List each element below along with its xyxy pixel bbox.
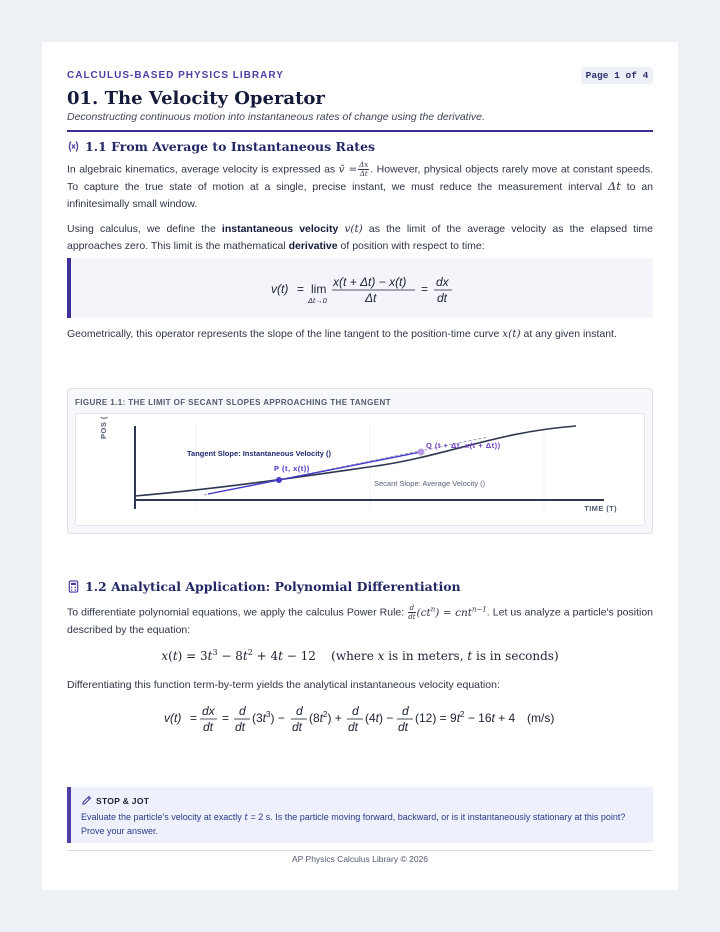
library-label: CALCULUS-BASED PHYSICS LIBRARY <box>67 70 284 81</box>
calculator-icon <box>67 580 80 593</box>
paragraph-average-velocity <box>67 161 653 213</box>
bold-term: derivative <box>288 240 338 252</box>
variable-icon <box>67 140 80 153</box>
page-footer: AP Physics Calculus Library © 2026 <box>291 854 429 864</box>
text-run: as the limit of the average velocity as the elapsed time approaches zero. This limit is the mathematical <box>67 223 654 252</box>
stop-and-jot-callout <box>67 787 653 843</box>
page-subtitle: Deconstructing continuous motion into instantaneous rates of change using the derivative. <box>67 111 485 123</box>
svg-text:=: = <box>190 711 198 725</box>
svg-text:x(t + Δt) − x(t): x(t + Δt) − x(t) <box>333 275 407 289</box>
footer-divider <box>67 850 653 851</box>
svg-text:dx: dx <box>202 704 215 718</box>
svg-text:=: = <box>297 282 305 296</box>
math-vbar: v̄ = <box>338 163 358 176</box>
point-q-label: Q (t + Δt, x(t + Δt)) <box>426 441 501 450</box>
text-run: . However, physical objects rarely move at constant speeds. To capture the true state of motion at a single, precise instant, we must reduce the measurement interval <box>67 163 653 194</box>
text-run: Evaluate the particle's velocity at exactly <box>81 812 242 822</box>
text-run: . Let us analyze a particle's position described by the equation: <box>67 606 654 636</box>
svg-text:d: d <box>239 704 246 718</box>
svg-text:d: d <box>352 704 359 718</box>
svg-text:d: d <box>402 704 409 718</box>
svg-text:(m/s): (m/s) <box>527 711 555 725</box>
math-fraction-d-dt: $\frac{d}{dt}$ <box>408 604 416 622</box>
bold-term: instantaneous velocity <box>221 223 339 235</box>
title-divider <box>67 130 653 132</box>
point-q <box>418 449 425 456</box>
math-fraction-dx-dt: $\frac{\Delta x}{\Delta t}$ <box>359 161 369 178</box>
secant-tangent-plot <box>76 414 646 527</box>
math-power-rule: $(ct^n) = cnt^{n-1}$ <box>416 605 487 619</box>
x-axis-label: TIME (T) <box>584 504 617 513</box>
page-badge: Page 1 of 4 <box>581 67 653 84</box>
paragraph-geometric-meaning <box>67 326 653 343</box>
figure-secant-tangent <box>67 388 653 534</box>
svg-text:dt: dt <box>348 720 359 734</box>
figure-caption: FIGURE 1.1: THE LIMIT OF SECANT SLOPES APPROACHING THE TANGENT <box>75 398 391 407</box>
page-title: 01. The Velocity Operator <box>67 88 325 109</box>
text-run: In algebraic kinematics, average velocity is expressed as <box>67 163 336 176</box>
section-heading-text: 1.1 From Average to Instantaneous Rates <box>85 139 376 154</box>
text-run: To differentiate polynomial equations, we apply the calculus Power Rule: <box>67 606 405 619</box>
section-heading-text: 1.2 Analytical Application: Polynomial Differentiation <box>85 579 461 594</box>
math-delta-t: Δt <box>607 179 621 194</box>
worksheet-page <box>42 42 678 890</box>
y-axis-label: POS ( <box>99 416 108 439</box>
paragraph-term-by-term: Differentiating this function term-by-term yields the analytical instantaneous velocity equation: <box>67 679 500 691</box>
paragraph-instantaneous-definition <box>67 221 653 255</box>
paragraph-power-rule <box>67 601 653 639</box>
velocity-equation <box>67 698 653 738</box>
callout-question: Evaluate the particle's velocity at exactly t = 2 s. Is the particle moving forward, backward, or is it instantaneously stationary at this point? Prove your answer. <box>81 812 626 836</box>
svg-text:(3t3) −: $(3t^3)$ − <box>252 710 285 725</box>
svg-text:Δt→0: Δt→0 <box>308 296 327 305</box>
derivative-definition-equation <box>71 258 653 318</box>
svg-text:lim: lim <box>311 282 327 296</box>
section-heading-1-1 <box>67 139 375 154</box>
figure-plot-area <box>75 413 645 526</box>
position-curve <box>135 426 576 496</box>
svg-text:dt: dt <box>292 720 303 734</box>
point-p <box>276 477 282 483</box>
text-run: to an infinitesimally small window. <box>67 181 654 211</box>
tangent-label: Tangent Slope: Instantaneous Velocity () <box>187 449 332 458</box>
svg-text:dx: dx <box>436 275 449 289</box>
point-p-label: P (t, x(t)) <box>274 464 310 473</box>
text-run: Using calculus, we define the <box>67 223 216 235</box>
svg-text:v(t): v(t) <box>271 282 289 296</box>
callout-heading-text: STOP & JOT <box>96 795 150 806</box>
velocity-equation-svg <box>67 698 653 738</box>
text-run: . Is the particle moving forward, backward, or is it instantaneously stationary at this point? Prove your answer. <box>81 812 626 836</box>
math-t-equals-2s: t <box>244 813 248 823</box>
svg-text:dt: dt <box>235 720 246 734</box>
svg-text:(12) = 9t2 − 16t + 4: $(12) = 9t^2 - 16t + 4$ <box>415 710 516 725</box>
svg-text:(4t) −: (4t) − <box>365 711 394 725</box>
text-run: Geometrically, this operator represents the slope of the line tangent to the position-time curve <box>67 328 500 340</box>
svg-text:dt: dt <box>437 291 448 305</box>
svg-text:dt: dt <box>398 720 409 734</box>
math-x-of-t: x(t) <box>502 328 521 340</box>
callout-heading <box>81 795 149 806</box>
svg-text:Δt: Δt <box>365 291 377 305</box>
svg-text:v(t): v(t) <box>164 711 182 725</box>
svg-text:d: d <box>296 704 303 718</box>
section-heading-1-2 <box>67 579 461 594</box>
text-run: at any given instant. <box>523 328 617 340</box>
secant-label: Secant Slope: Average Velocity () <box>374 479 486 488</box>
pencil-icon <box>81 795 92 806</box>
text-run: of position with respect to time: <box>340 240 485 252</box>
svg-text:dt: dt <box>203 720 214 734</box>
svg-text:=: = <box>421 282 429 296</box>
svg-text:(8t2) +: $(8t^2)$ + <box>309 710 342 725</box>
svg-text:=: = <box>222 711 230 725</box>
definition-equation-box <box>67 258 653 318</box>
position-equation: $x(t) = 3t^3 - 8t^2 + 4t - 12$ (where x is in meters, t is in seconds) <box>161 648 559 663</box>
math-v-of-t: v(t) <box>344 223 363 235</box>
